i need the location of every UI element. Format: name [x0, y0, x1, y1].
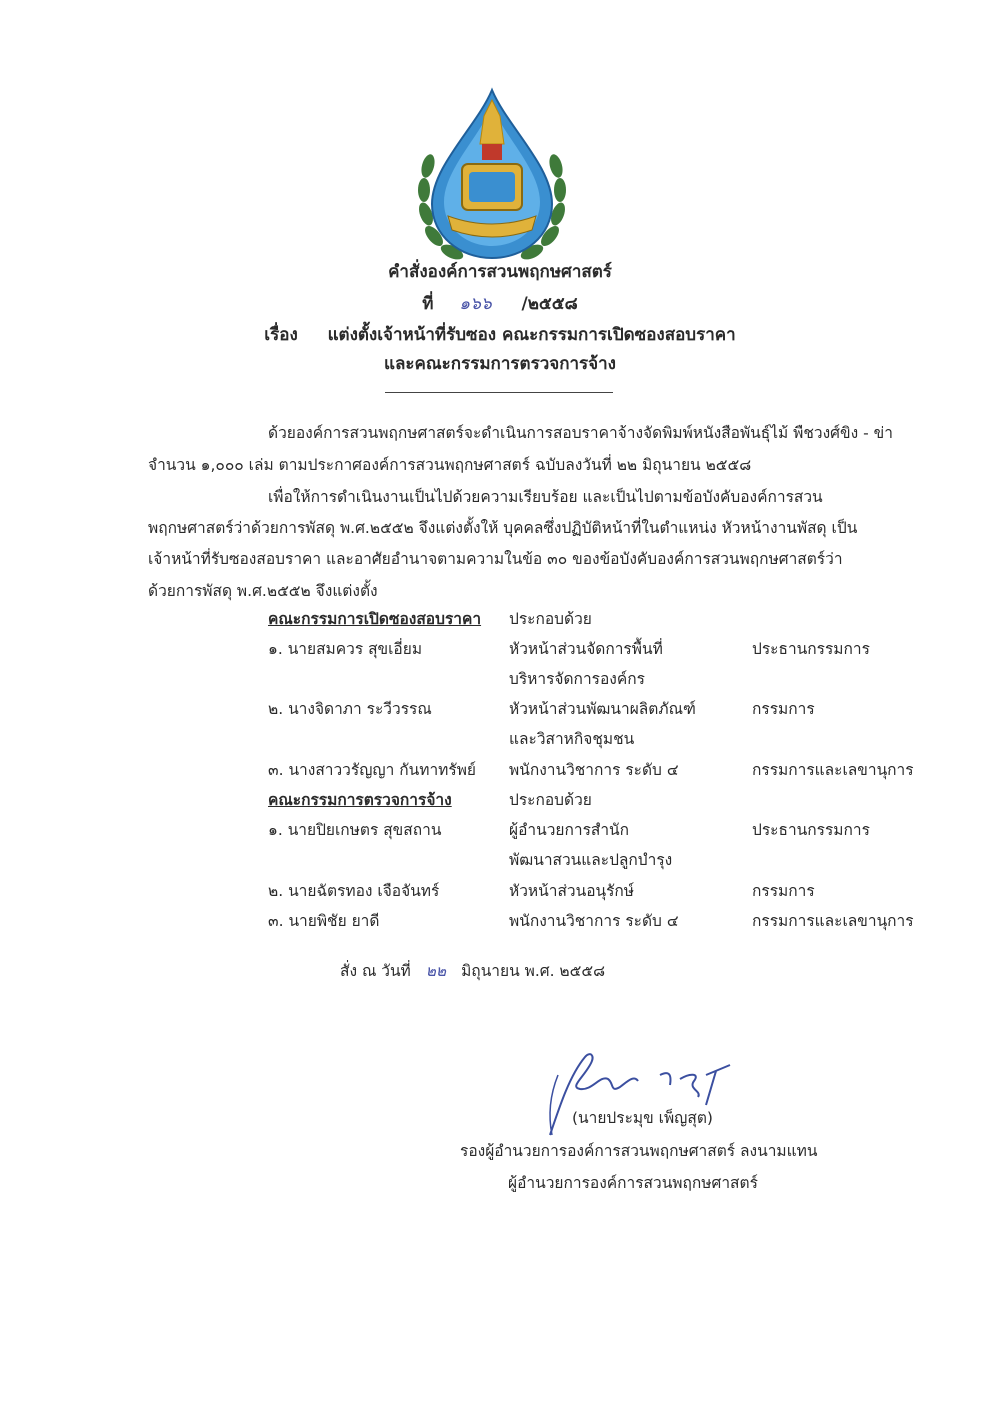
- member-position: หัวหน้าส่วนอนุรักษ์: [509, 882, 635, 900]
- paragraph-1-line-2: จำนวน ๑,๐๐๐ เล่ม ตามประกาศองค์การสวนพฤกษศาสตร์ ฉบับลงวันที่ ๒๒ มิถุนายน ๒๕๕๘: [148, 456, 752, 474]
- member-role: กรรมการ: [752, 700, 815, 718]
- order-date-day-handwritten: ๒๒: [425, 962, 447, 980]
- paragraph-2-line-2: พฤกษศาสตร์ว่าด้วยการพัสดุ พ.ศ.๒๕๕๒ จึงแต่งตั้งให้ บุคคลซึ่งปฏิบัติหน้าที่ในตำแหน่ง หัวหน้างานพัสดุ เป็น: [148, 519, 858, 537]
- paragraph-2-line-1: เพื่อให้การดำเนินงานเป็นไปด้วยความเรียบร้อย และเป็นไปตามข้อบังคับองค์การสวน: [268, 488, 823, 506]
- paragraph-1-line-1: ด้วยองค์การสวนพฤกษศาสตร์จะดำเนินการสอบราคาจ้างจัดพิมพ์หนังสือพันธุ์ไม้ พืชวงศ์ขิง - ข่า: [268, 424, 893, 442]
- member-position: หัวหน้าส่วนจัดการพื้นที่: [509, 640, 663, 658]
- order-date-rest: มิถุนายน พ.ศ. ๒๕๕๘: [461, 962, 606, 980]
- signatory-name: (นายประมุข เพ็ญสุต): [572, 1109, 713, 1127]
- member-name: ๓. นายพิชัย ยาดี: [268, 912, 380, 930]
- member-name: ๒. นางจิดาภา ระวีวรรณ: [268, 700, 432, 718]
- member-position: ผู้อำนวยการสำนัก: [509, 821, 630, 839]
- paragraph-2-line-4: ด้วยการพัสดุ พ.ศ.๒๕๕๒ จึงแต่งตั้ง: [148, 582, 378, 600]
- header-divider: [385, 392, 613, 393]
- subject-text-1: แต่งตั้งเจ้าหน้าที่รับซอง คณะกรรมการเปิดซองสอบราคา: [327, 325, 736, 345]
- member-position-cont: บริหารจัดการองค์กร: [509, 670, 645, 688]
- member-role: ประธานกรรมการ: [752, 640, 870, 658]
- committee-2-title: คณะกรรมการตรวจการจ้าง: [268, 791, 452, 809]
- document-title: คำสั่งองค์การสวนพฤกษศาสตร์: [388, 262, 612, 282]
- member-position-cont: และวิสาหกิจชุมชน: [509, 730, 635, 748]
- member-position: หัวหน้าส่วนพัฒนาผลิตภัณฑ์: [509, 700, 696, 718]
- signatory-title-2: ผู้อำนวยการองค์การสวนพฤกษศาสตร์: [508, 1174, 758, 1192]
- subject-label: เรื่อง: [264, 325, 298, 345]
- order-number-suffix: /๒๕๕๘: [521, 294, 578, 314]
- member-name: ๓. นางสาววรัญญา กันทาทรัพย์: [268, 761, 477, 779]
- member-position: พนักงานวิชาการ ระดับ ๔: [509, 912, 679, 930]
- member-name: ๒. นายฉัตรทอง เจือจันทร์: [268, 882, 440, 900]
- member-position: พนักงานวิชาการ ระดับ ๔: [509, 761, 679, 779]
- member-name: ๑. นายสมควร สุขเอี่ยม: [268, 640, 423, 658]
- member-name: ๑. นายปิยเกษตร สุขสถาน: [268, 821, 442, 839]
- member-role: กรรมการและเลขานุการ: [752, 912, 914, 930]
- order-number: [0, 290, 1000, 317]
- subject-line-2: และคณะกรรมการตรวจการจ้าง: [384, 354, 616, 374]
- subject-line-1: [0, 321, 1000, 348]
- organization-logo-icon: [412, 86, 572, 266]
- order-number-handwritten: ๑๖๖: [459, 294, 492, 314]
- committee-2-suffix: ประกอบด้วย: [509, 791, 592, 809]
- member-position-cont: พัฒนาสวนและปลูกบำรุง: [509, 851, 673, 869]
- signatory-title-1: รองผู้อำนวยการองค์การสวนพฤกษศาสตร์ ลงนามแทน: [460, 1142, 818, 1160]
- committee-1-title: คณะกรรมการเปิดซองสอบราคา: [268, 610, 482, 628]
- committee-1-suffix: ประกอบด้วย: [509, 610, 592, 628]
- order-number-prefix: ที่: [422, 294, 434, 314]
- member-role: กรรมการและเลขานุการ: [752, 761, 914, 779]
- order-date-prefix: สั่ง ณ วันที่: [340, 962, 411, 980]
- member-role: ประธานกรรมการ: [752, 821, 870, 839]
- order-date: [340, 958, 605, 983]
- member-role: กรรมการ: [752, 882, 815, 900]
- paragraph-2-line-3: เจ้าหน้าที่รับซองสอบราคา และอาศัยอำนาจตามความในข้อ ๓๐ ของข้อบังคับองค์การสวนพฤกษศาสตร์ว่า: [148, 550, 843, 568]
